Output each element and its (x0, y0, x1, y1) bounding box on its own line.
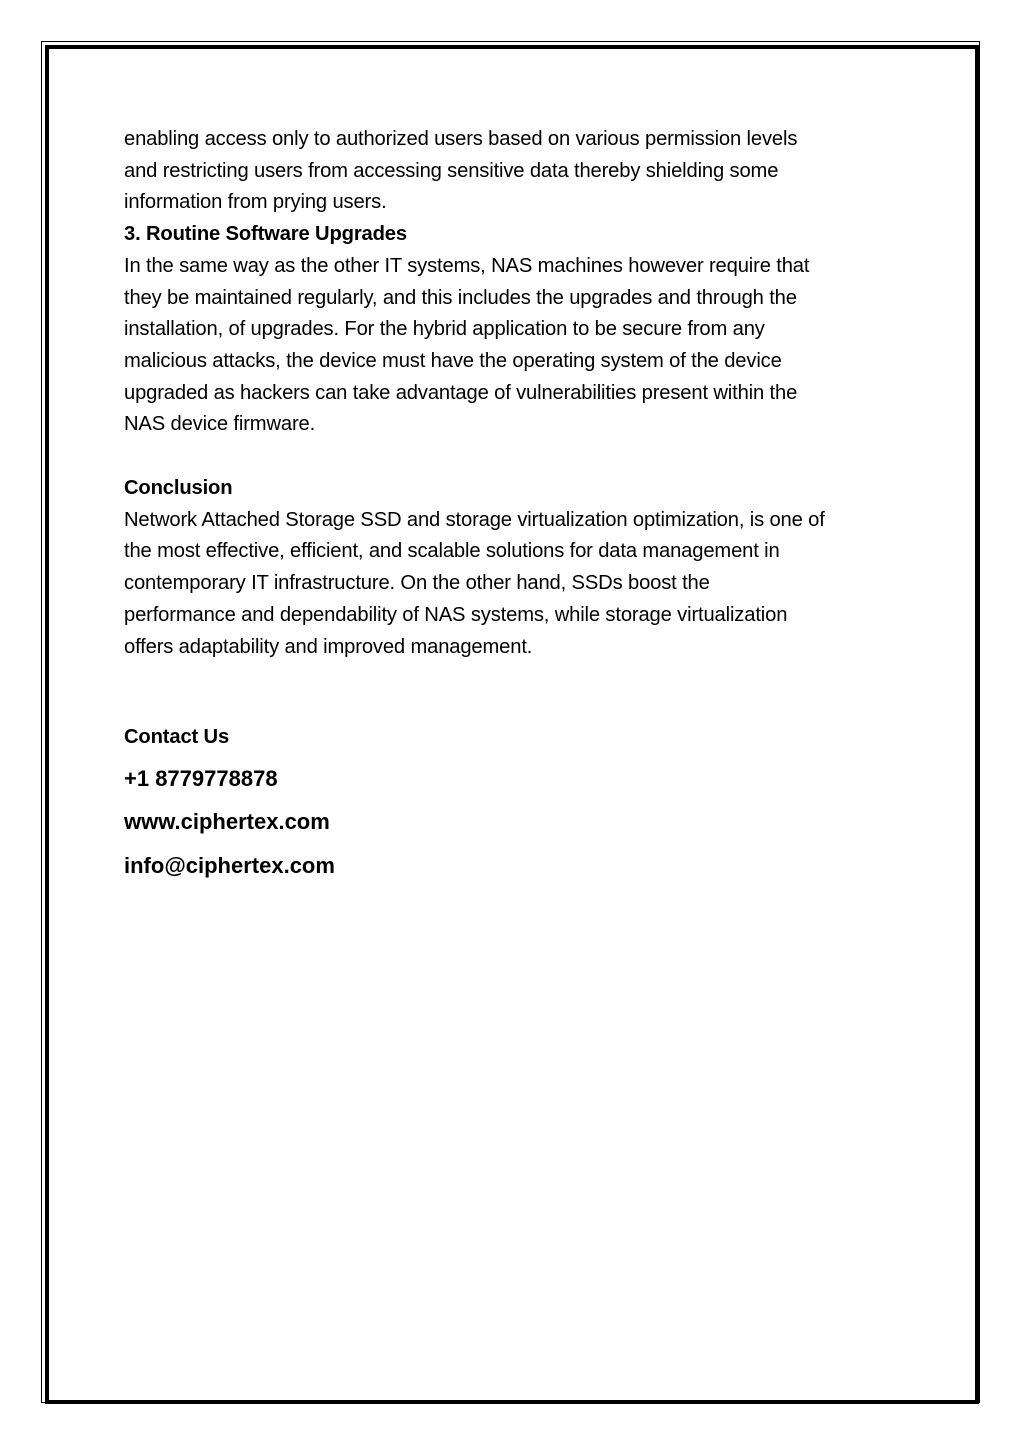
text-line: malicious attacks, the device must have the operating system of the device (124, 349, 782, 372)
text-line: In the same way as the other IT systems, NAS machines however require that (124, 254, 810, 277)
contact-email: info@ciphertex.com (124, 852, 335, 878)
section-heading-contact: Contact Us (124, 726, 230, 749)
text-line: the most effective, efficient, and scalable solutions for data management in (124, 540, 780, 563)
text-line: they be maintained regularly, and this includes the upgrades and through the (124, 286, 797, 309)
access-control-paragraph (124, 124, 914, 219)
text-line: performance and dependability of NAS systems, while storage virtualization (124, 603, 788, 626)
contact-details (124, 757, 914, 888)
contact-website: www.ciphertex.com (124, 809, 330, 835)
software-upgrades-paragraph (124, 251, 914, 441)
text-line: information from prying users. (124, 191, 387, 214)
conclusion-paragraph (124, 505, 914, 664)
section-heading-conclusion: Conclusion (124, 477, 233, 500)
text-line: installation, of upgrades. For the hybrid application to be secure from any (124, 318, 765, 341)
text-line: contemporary IT infrastructure. On the other hand, SSDs boost the (124, 572, 710, 595)
document-body (124, 124, 914, 887)
text-line: Network Attached Storage SSD and storage virtualization optimization, is one of (124, 508, 825, 531)
text-line: upgraded as hackers can take advantage of vulnerabilities present within the (124, 381, 798, 404)
section-heading-software-upgrades: 3. Routine Software Upgrades (124, 223, 407, 246)
spacer (124, 441, 914, 473)
text-line: NAS device firmware. (124, 413, 316, 436)
contact-phone: +1 8779778878 (124, 765, 278, 791)
text-line: offers adaptability and improved management. (124, 635, 533, 658)
spacer (124, 663, 914, 722)
text-line: enabling access only to authorized users based on various permission levels (124, 128, 798, 150)
text-line: and restricting users from accessing sensitive data thereby shielding some (124, 159, 779, 182)
